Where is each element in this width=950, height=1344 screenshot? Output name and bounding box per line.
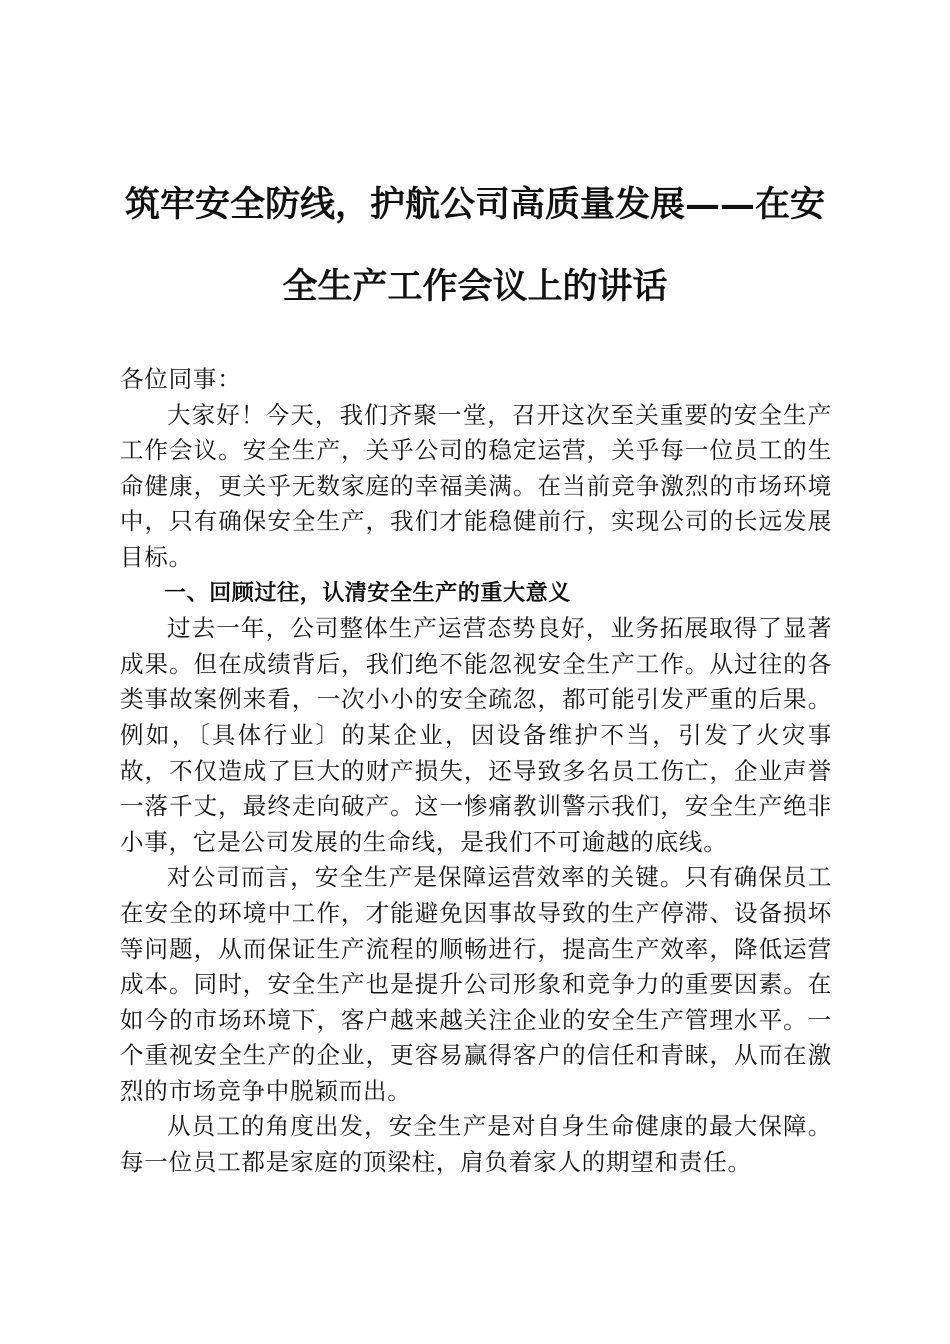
paragraph-intro: 大家好！今天，我们齐聚一堂，召开这次至关重要的安全生产工作会议。安全生产，关乎公司的稳定运营，关乎每一位员工的生命健康，更关乎无数家庭的幸福美满。在当前竞争激烈的市场环境中，只有确保安全生产，我们才能稳健前行，实现公司的长远发展目标。	[120, 400, 832, 571]
section-heading-1: 一、回顾过往，认清安全生产的重大意义	[164, 580, 571, 606]
document-title	[100, 164, 850, 328]
title-line-1: 筑牢安全防线，护航公司高质量发展——在安	[124, 184, 825, 225]
title-line-2: 全生产工作会议上的讲话	[282, 266, 668, 307]
paragraph-past-year: 过去一年，公司整体生产运营态势良好，业务拓展取得了显著成果。但在成绩背后，我们绝不能忽视安全生产工作。从过往的各类事故案例来看，一次小小的安全疏忽，都可能引发严重的后果。例如，〔具体行业〕的某企业，因设备维护不当，引发了火灾事故，不仅造成了巨大的财产损失，还导致多名员工伤亡，企业声誉一落千丈，最终走向破产。这一惨痛教训警示我们，安全生产绝非小事，它是公司发展的生命线，是我们不可逾越的底线。	[120, 614, 832, 856]
paragraph-employee: 从员工的角度出发，安全生产是对自身生命健康的最大保障。每一位员工都是家庭的顶梁柱，肩负着家人的期望和责任。	[120, 1112, 832, 1177]
paragraph-company: 对公司而言，安全生产是保障运营效率的关键。只有确保员工在安全的环境中工作，才能避免因事故导致的生产停滞、设备损坏等问题，从而保证生产流程的顺畅进行，提高生产效率，降低运营成本。同时，安全生产也是提升公司形象和竞争力的重要因素。在如今的市场环境下，客户越来越关注企业的安全生产管理水平。一个重视安全生产的企业，更容易赢得客户的信任和青睐，从而在激烈的市场竞争中脱颖而出。	[120, 863, 832, 1105]
document-body	[120, 362, 832, 1181]
salutation: 各位同事：	[120, 365, 242, 393]
